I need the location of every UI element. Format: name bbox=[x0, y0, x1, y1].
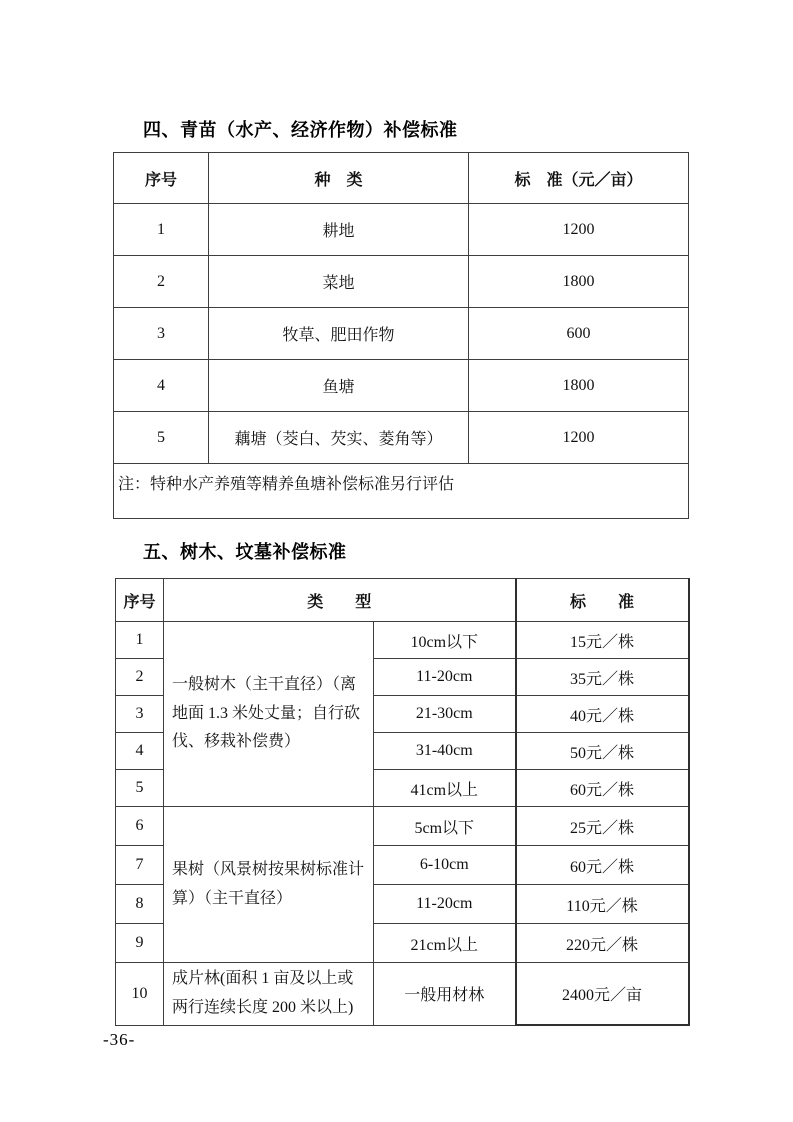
section4-title: 四、青苗（水产、经济作物）补偿标准 bbox=[143, 120, 458, 140]
row-standard: 60元／株 bbox=[516, 846, 689, 885]
row-size: 31-40cm bbox=[374, 733, 516, 770]
row-size: 10cm以下 bbox=[374, 622, 516, 659]
row-no: 1 bbox=[116, 622, 164, 659]
row-type: 鱼塘 bbox=[209, 360, 469, 412]
page-number: -36- bbox=[103, 1030, 136, 1049]
table-row bbox=[114, 412, 689, 464]
row-standard: 1800 bbox=[469, 360, 689, 412]
row-no: 2 bbox=[114, 256, 209, 308]
row-type: 藕塘（茭白、芡实、菱角等） bbox=[209, 412, 469, 464]
row-standard: 220元／株 bbox=[516, 924, 689, 963]
row-size: 6-10cm bbox=[374, 846, 516, 885]
row-standard: 40元／株 bbox=[516, 696, 689, 733]
row-no: 4 bbox=[116, 733, 164, 770]
table-row bbox=[116, 963, 689, 1026]
row-no: 3 bbox=[114, 308, 209, 360]
table-header-row bbox=[114, 153, 689, 204]
table-note: 注：特种水产养殖等精养鱼塘补偿标准另行评估 bbox=[114, 464, 689, 519]
table-row bbox=[116, 622, 689, 659]
row-type: 牧草、肥田作物 bbox=[209, 308, 469, 360]
row-label: 成片林(面积 1 亩及以上或两行连续长度 200 米以上) bbox=[164, 963, 374, 1026]
row-standard: 50元／株 bbox=[516, 733, 689, 770]
row-standard: 25元／株 bbox=[516, 807, 689, 846]
row-no: 8 bbox=[116, 885, 164, 924]
table-row bbox=[114, 360, 689, 412]
row-standard: 1800 bbox=[469, 256, 689, 308]
table-note-row bbox=[114, 464, 689, 519]
row-no: 9 bbox=[116, 924, 164, 963]
row-standard: 60元／株 bbox=[516, 770, 689, 807]
table-row bbox=[114, 308, 689, 360]
row-type: 耕地 bbox=[209, 204, 469, 256]
row-no: 5 bbox=[116, 770, 164, 807]
row-standard: 35元／株 bbox=[516, 659, 689, 696]
row-no: 5 bbox=[114, 412, 209, 464]
group-label: 一般树木（主干直径）（离地面 1.3 米处丈量；自行砍伐、移栽补偿费） bbox=[164, 622, 374, 807]
row-size: 21cm以上 bbox=[374, 924, 516, 963]
row-standard: 1200 bbox=[469, 204, 689, 256]
row-standard: 2400元／亩 bbox=[516, 963, 689, 1026]
row-no: 10 bbox=[116, 963, 164, 1026]
header-type: 类 型 bbox=[164, 579, 516, 622]
row-size: 41cm以上 bbox=[374, 770, 516, 807]
row-standard: 15元／株 bbox=[516, 622, 689, 659]
section5-title: 五、树木、坟墓补偿标准 bbox=[143, 542, 347, 562]
crops-compensation-table bbox=[113, 152, 689, 519]
row-no: 4 bbox=[114, 360, 209, 412]
row-no: 3 bbox=[116, 696, 164, 733]
row-standard: 110元／株 bbox=[516, 885, 689, 924]
table-row bbox=[116, 807, 689, 846]
table-row bbox=[114, 256, 689, 308]
row-size: 11-20cm bbox=[374, 885, 516, 924]
row-standard: 1200 bbox=[469, 412, 689, 464]
header-no: 序号 bbox=[116, 579, 164, 622]
row-no: 1 bbox=[114, 204, 209, 256]
row-type: 菜地 bbox=[209, 256, 469, 308]
header-standard: 标 准 bbox=[516, 579, 689, 622]
header-no: 序号 bbox=[114, 153, 209, 204]
row-size: 一般用材林 bbox=[374, 963, 516, 1026]
group-label: 果树（风景树按果树标准计算）（主干直径） bbox=[164, 807, 374, 963]
row-standard: 600 bbox=[469, 308, 689, 360]
trees-graves-compensation-table bbox=[115, 578, 690, 1026]
row-no: 2 bbox=[116, 659, 164, 696]
row-size: 11-20cm bbox=[374, 659, 516, 696]
row-no: 7 bbox=[116, 846, 164, 885]
table-row bbox=[114, 204, 689, 256]
table-header-row bbox=[116, 579, 689, 622]
row-no: 6 bbox=[116, 807, 164, 846]
header-type: 种 类 bbox=[209, 153, 469, 204]
row-size: 21-30cm bbox=[374, 696, 516, 733]
header-standard: 标 准（元／亩） bbox=[469, 153, 689, 204]
row-size: 5cm以下 bbox=[374, 807, 516, 846]
